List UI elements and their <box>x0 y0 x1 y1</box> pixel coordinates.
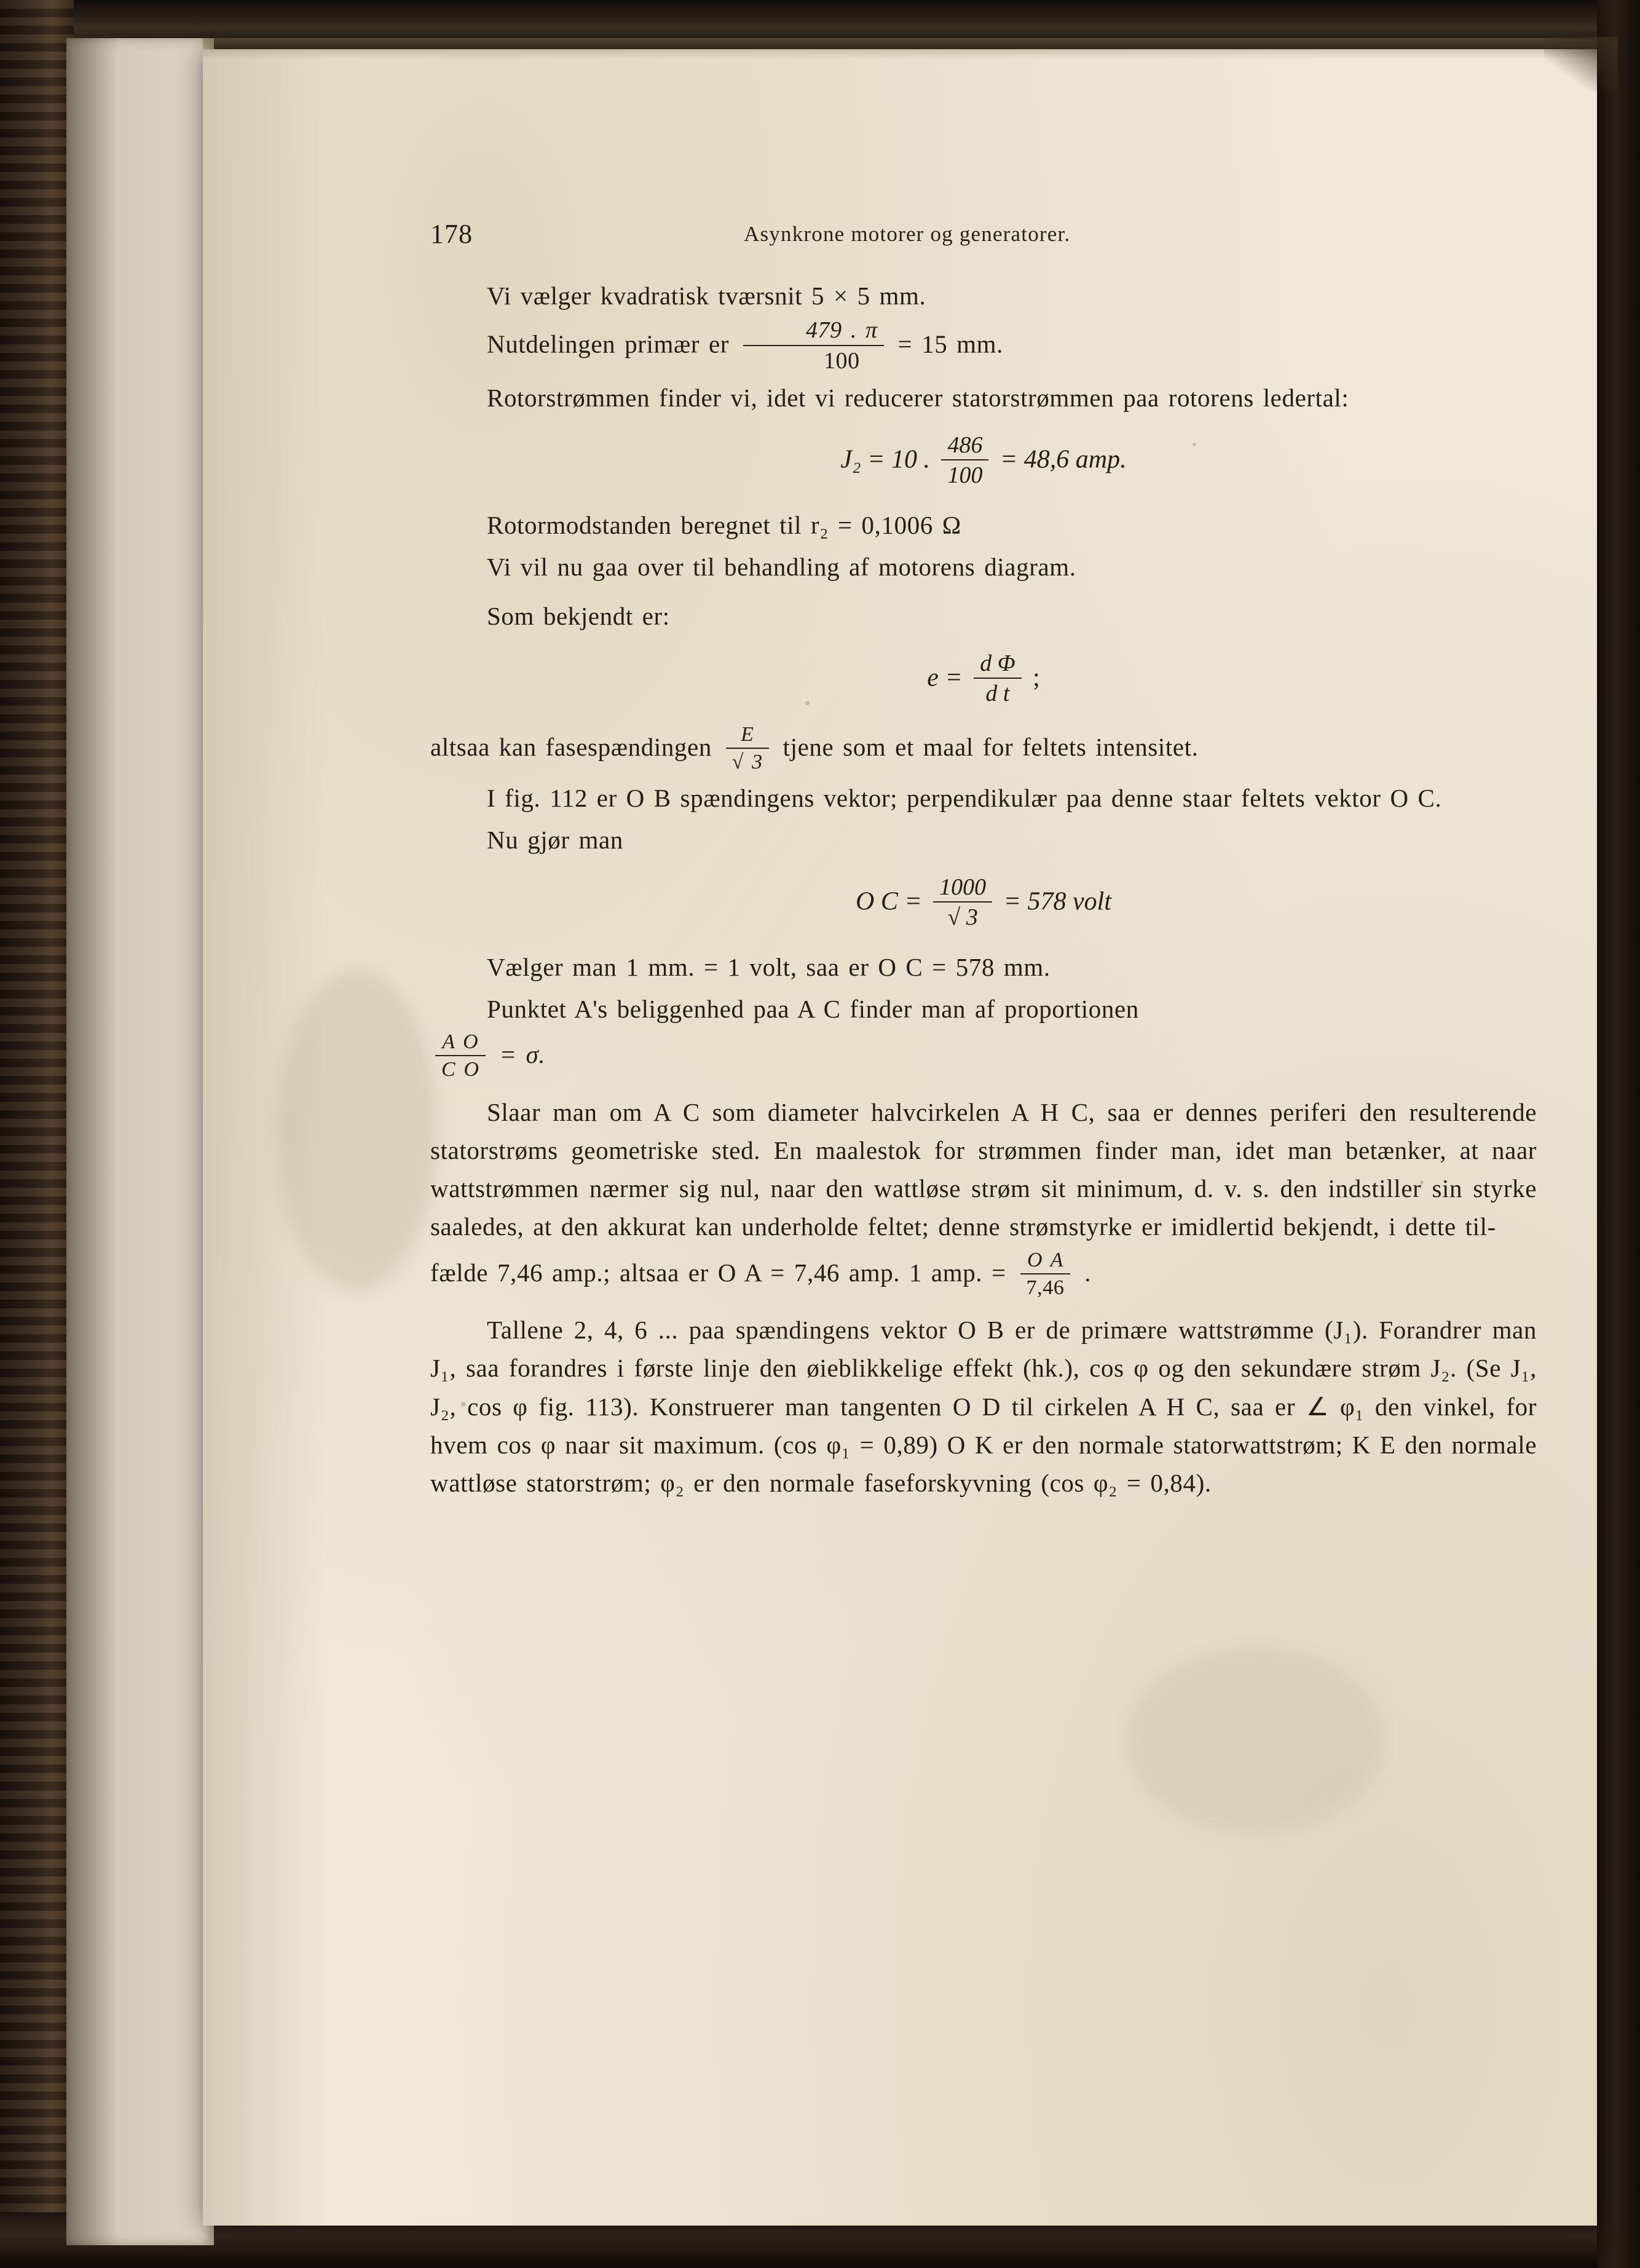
fraction-486-100 <box>941 432 988 489</box>
paragraph-10: Vælger man 1 mm. = 1 volt, saa er O C = 578 mm. <box>487 952 1051 981</box>
fraction-ao-co <box>435 1030 486 1081</box>
fraction-numerator: d Φ <box>974 650 1021 679</box>
fraction-numerator: O A <box>1020 1249 1071 1274</box>
fraction-denominator: √ 3 <box>947 904 978 931</box>
page-block-shadow <box>66 38 214 2245</box>
running-head-title: Asynkrone motorer og generatorer. <box>744 222 1071 246</box>
equation-2-lhs: e = <box>927 663 963 692</box>
equation-4 <box>430 1032 1537 1083</box>
page-number: 178 <box>430 219 473 249</box>
fraction-numerator: 479 . π <box>743 317 884 346</box>
paragraph-13-head: fælde 7,46 amp.; altsaa er O A = 7,46 amp. 1 amp. = <box>430 1258 1006 1287</box>
fraction-denominator: 100 <box>947 462 983 489</box>
running-head <box>430 218 1537 249</box>
fraction-numerator: E <box>726 723 769 749</box>
equation-1-lhs: J₂ = 10 . <box>840 445 930 474</box>
equation-4-rhs: = σ. <box>499 1040 546 1069</box>
paragraph-13 <box>430 1250 1537 1301</box>
paragraph-12: Slaar man om A C som diameter halvcirkelen A H C, saa er dennes periferi den resulterende statorstrøms geometriske sted. En maalestok for strømmen finder man, idet man betænker, at naar wattstrømmen nærmer sig nul, naar den wattløse strøm sit minimum, d. v. s. den indstiller sin styrke saaledes, at den akkurat kan underholde feltet; denne strømstyrke er imidlertid bekjendt, i dette til- <box>430 1097 1537 1241</box>
equation-3-lhs: O C = <box>855 887 922 916</box>
equation-1 <box>430 433 1537 490</box>
fraction-numerator: 1000 <box>933 874 992 903</box>
paragraph-2-text: Nutdelingen primær er <box>487 330 730 358</box>
page-top-curl <box>203 38 1597 59</box>
equation-2-tail: ; <box>1033 663 1040 692</box>
page-corner-shadow <box>1544 37 1618 92</box>
page-body-text <box>430 277 1537 1506</box>
paragraph-7-tail: tjene som et maal for feltets intensitet. <box>783 732 1199 761</box>
fraction-nutdeling <box>743 317 884 374</box>
paragraph-7 <box>430 724 1537 775</box>
fraction-denominator: d t <box>985 681 1010 707</box>
paragraph-6: Som bekjendt er: <box>487 602 670 631</box>
equation-3-rhs: = 578 volt <box>1003 887 1111 916</box>
paragraph-8: I fig. 112 er O B spændingens vektor; perpendikulær paa denne staar feltets vektor O C. <box>487 784 1442 812</box>
paragraph-14: Tallene 2, 4, 6 ... paa spændingens vektor O B er de primære wattstrømme (J₁). Forandrer man J₁, saa forandres i første linje den øieblikkelige effekt (hk.), cos φ og den sekundære strøm J₂. (Se J₁, J₂, cos φ fig. 113). Konstruerer man tangenten O D til cirkelen A H C, saa er ∠ φ₁ den vinkel, for hvem cos φ naar sit maximum. (cos φ₁ = 0,89) O K er den normale statorwattstrøm; K E den normale wattløse statorstrøm; φ₂ er den normale faseforskyvning (cos φ₂ = 0,84). <box>430 1315 1537 1498</box>
paragraph-9: Nu gjør man <box>487 826 623 855</box>
paragraph-1: Vi vælger kvadratisk tværsnit 5 × 5 mm. <box>487 282 926 310</box>
book-cover-left-edge <box>0 0 74 2268</box>
paragraph-2-tail: = 15 mm. <box>897 330 1004 358</box>
paragraph-3: Rotorstrømmen finder vi, idet vi reducerer statorstrømmen paa rotorens ledertal: <box>487 384 1349 413</box>
page-stain <box>1125 1648 1383 1832</box>
equation-3 <box>430 875 1537 932</box>
fraction-1000-sqrt3 <box>933 874 992 931</box>
fraction-numerator: A O <box>435 1030 486 1056</box>
equation-1-rhs: = 48,6 amp. <box>999 445 1127 474</box>
paragraph-5: Vi vil nu gaa over til behandling af motorens diagram. <box>487 553 1076 582</box>
fraction-numerator: 486 <box>941 432 988 461</box>
paragraph-2 <box>430 318 1537 375</box>
fraction-denominator: √ 3 <box>731 750 763 773</box>
book-cover-right-edge <box>1597 0 1640 2268</box>
fraction-denominator: C O <box>441 1058 479 1081</box>
paragraph-4: Rotormodstanden beregnet til r₂ = 0,1006 Ω <box>487 510 961 539</box>
fraction-dphi-dt <box>974 650 1021 707</box>
paragraph-11: Punktet A's beliggenhed paa A C finder man af proportionen <box>487 995 1139 1024</box>
fraction-denominator: 100 <box>823 347 860 374</box>
paragraph-13-tail: . <box>1084 1258 1092 1287</box>
equation-2 <box>430 652 1537 708</box>
paragraph-7-head: altsaa kan fasespændingen <box>430 732 712 761</box>
fraction-denominator: 7,46 <box>1026 1276 1065 1299</box>
fraction-e-sqrt3 <box>726 723 769 774</box>
fraction-oa-746 <box>1020 1249 1071 1300</box>
page-stain <box>277 971 436 1291</box>
